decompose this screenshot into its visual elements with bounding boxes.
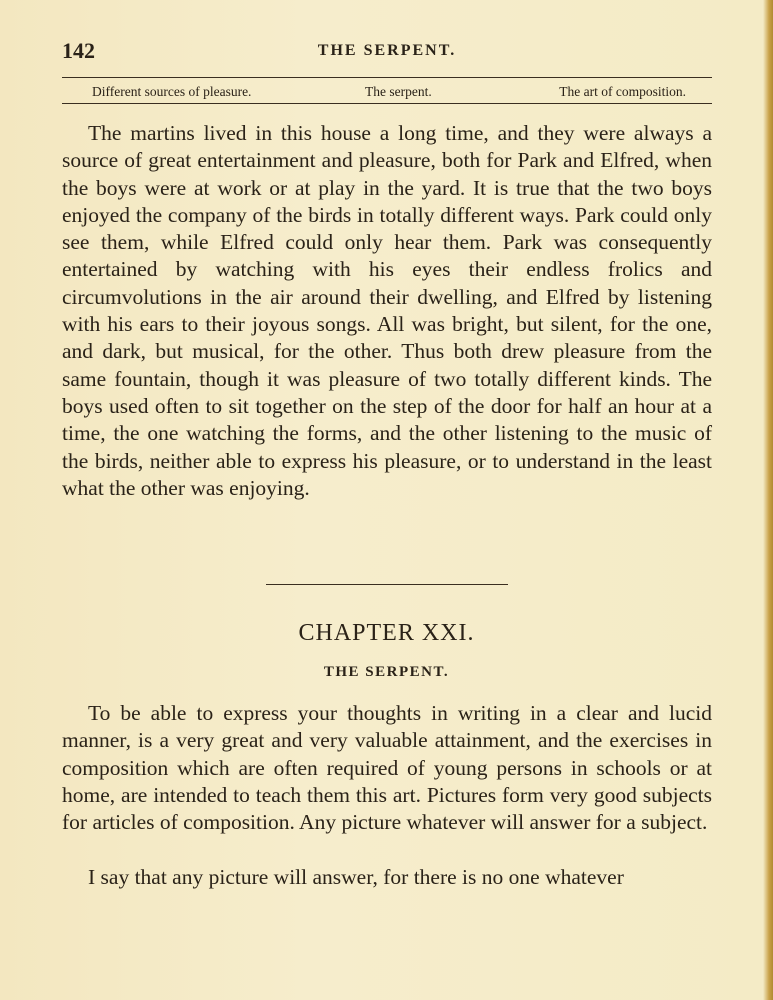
chapter-heading: CHAPTER XXI. [298,620,475,646]
page-edge [763,0,773,1000]
running-title: THE SERPENT. [317,42,457,59]
chapter-subtitle: THE SERPENT. [323,664,450,680]
section-divider [266,584,508,585]
topic-line [62,84,712,102]
paragraph-1: The martins lived in this house a long time, and they were always a source of great entertainment and pleasure, both for Park and Elfred, when the boys were at work or at play in the yard. It is true that the two boys enjoyed the company of the birds in totally different ways. Park could only see them, while Elfred could only hear them. Park was consequently entertained by watching with his eyes their endless frolics and circumvolutions in the air around their dwelling, and Elfred by listening with his ears to their joyous songs. All was bright, but silent, for the one, and dark, but musical, for the other. Thus both drew pleasure from the same fountain, though it was pleasure of two totally different kinds. The boys used often to sit together on the step of the door for half an hour at a time, the one watching the forms, and the other listening to the music of the birds, neither able to express his pleasure, or to understand in the least what the other was enjoying. [62,121,712,500]
topic-2: The serpent. [365,84,432,99]
header-rule-bottom [62,103,712,104]
paragraph-2: To be able to express your thoughts in writing in a clear and lucid manner, is a very great and very valuable attainment, and the exercises in composition which are often required of young persons in schools or at home, are intended to teach them this art. Pictures form very good subjects for articles of composition. Any picture whatever will answer for a subject. [62,701,712,835]
paragraph-3: I say that any picture will answer, for there is no one whatever [88,865,624,889]
topic-1: Different sources of pleasure. [92,84,252,99]
page-number: 142 [62,38,95,63]
topic-3: The art of composition. [559,84,686,99]
running-head [62,38,712,66]
header-rule-top [62,77,712,78]
